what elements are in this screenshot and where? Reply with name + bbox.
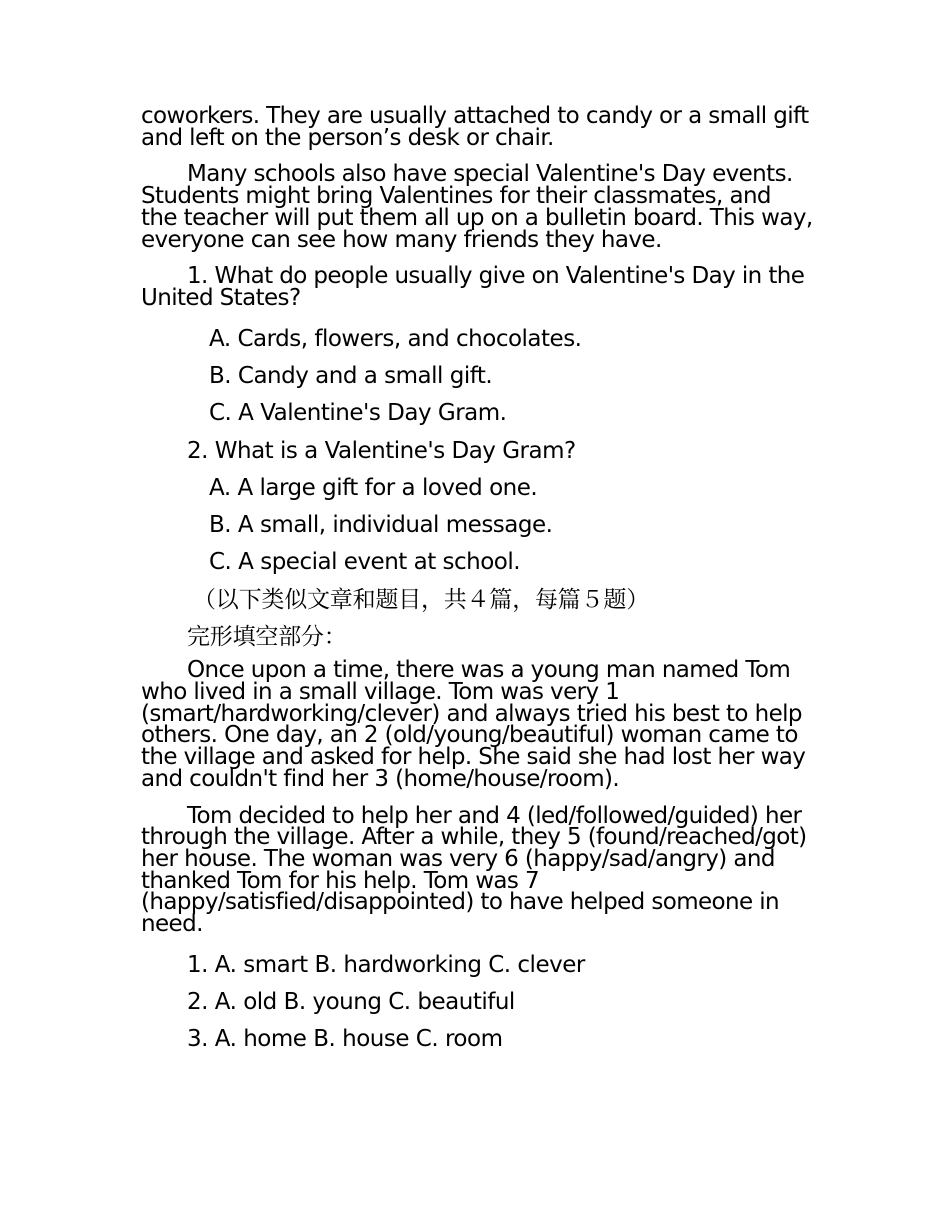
question-1-option-c: C. A Valentine's Day Gram.: [209, 400, 507, 427]
intro-paragraph-2: Many schools also have special Valentine's Day events. Students might bring Valentines for their classmates, and the teacher will put them all up on a bulletin board. This way, everyone can see how many friends they have.: [141, 161, 813, 253]
intro-paragraph-1: coworkers. They are usually attached to candy or a small gift and left on the person’s desk or chair.: [141, 103, 809, 151]
document-body: [141, 103, 813, 1063]
cloze-answer-2: 2. A. old B. young C. beautiful: [187, 989, 515, 1016]
cloze-paragraph-2: Tom decided to help her and 4 (led/followed/guided) her through the village. After a while, they 5 (found/reached/got) her house. The woman was very 6 (happy/sad/angry) and thanked Tom for his help. Tom was 7 (happy/satisfied/disappointed) to have helped someone in need.: [141, 802, 807, 938]
cloze-paragraph-1: Once upon a time, there was a young man named Tom who lived in a small village. Tom was very 1 (smart/hardworking/clever) and always tried his best to help others. One day, an 2 (old/young/beautiful) woman came to the village and asked for help. She said she had lost her way and couldn't find her 3 (home/house/room).: [141, 657, 806, 792]
section-note: （以下类似文章和题目，共４篇，每篇５题）: [193, 586, 650, 613]
question-2-text: 2. What is a Valentine's Day Gram?: [187, 437, 576, 464]
question-2-option-c: C. A special event at school.: [209, 549, 521, 576]
question-2-option-a: A. A large gift for a loved one.: [209, 474, 538, 501]
question-1-option-b: B. Candy and a small gift.: [209, 362, 493, 389]
cloze-heading: 完形填空部分：: [187, 624, 347, 650]
question-1-text: 1. What do people usually give on Valentine's Day in the United States?: [141, 263, 805, 311]
question-2-option-b: B. A small, individual message.: [209, 512, 553, 539]
cloze-answer-3: 3. A. home B. house C. room: [187, 1026, 503, 1053]
question-1-option-a: A. Cards, flowers, and chocolates.: [209, 325, 582, 352]
cloze-answer-1: 1. A. smart B. hardworking C. clever: [187, 951, 585, 978]
